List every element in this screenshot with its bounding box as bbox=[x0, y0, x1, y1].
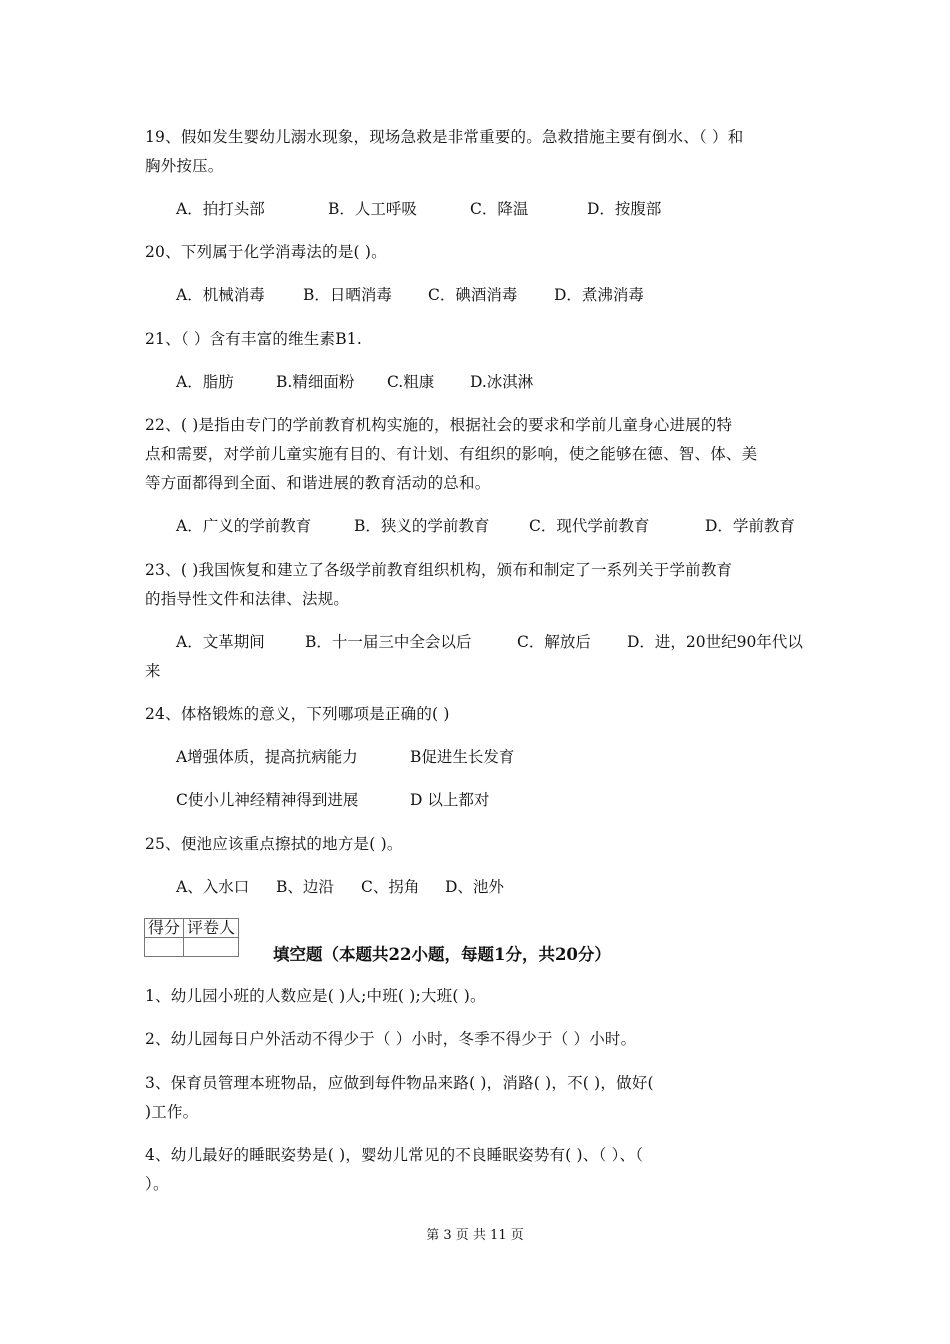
fill-question-1: 1、幼儿园小班的人数应是( )人;中班( );大班( )。 bbox=[145, 987, 486, 1005]
question-25-option-a: A、入水口 bbox=[176, 878, 250, 896]
question-21-option-c: C.粗康 bbox=[387, 373, 435, 391]
question-20-option-b: B．日晒消毒 bbox=[303, 286, 392, 304]
grader-cell bbox=[184, 938, 239, 957]
question-23-continuation: 来 bbox=[145, 662, 161, 680]
fill-question-4-line-2: ）。 bbox=[145, 1175, 169, 1193]
question-19-line-1: 19、假如发生婴幼儿溺水现象，现场急救是非常重要的。急救措施主要有倒水、（ ）和 bbox=[145, 128, 744, 146]
question-22-line-2: 点和需要，对学前儿童实施有目的、有计划、有组织的影响，使之能够在德、智、体、美 bbox=[145, 445, 758, 463]
question-23-option-b: B．十一届三中全会以后 bbox=[305, 633, 472, 651]
score-label: 得分 bbox=[145, 919, 184, 938]
question-22-option-a: A．广义的学前教育 bbox=[176, 517, 312, 535]
question-23-option-a: A．文革期间 bbox=[176, 633, 265, 651]
question-23-option-c: C．解放后 bbox=[517, 633, 591, 651]
question-23-line-1: 23、( )我国恢复和建立了各级学前教育组织机构，颁布和制定了一系列关于学前教育 bbox=[145, 561, 733, 579]
score-table bbox=[144, 918, 239, 957]
question-20-line-1: 20、下列属于化学消毒法的是( )。 bbox=[145, 243, 387, 261]
question-24-option-d: D 以上都对 bbox=[410, 791, 490, 809]
question-20-option-c: C．碘酒消毒 bbox=[428, 286, 518, 304]
question-20-option-d: D．煮沸消毒 bbox=[554, 286, 644, 304]
section-title: 填空题（本题共22小题，每题1分，共20分） bbox=[273, 945, 611, 964]
question-21-option-d: D.冰淇淋 bbox=[470, 373, 534, 391]
grader-label: 评卷人 bbox=[184, 919, 239, 938]
question-22-line-3: 等方面都得到全面、和谐进展的教育活动的总和。 bbox=[145, 474, 491, 492]
fill-question-2: 2、幼儿园每日户外活动不得少于（ ）小时，冬季不得少于（ ）小时。 bbox=[145, 1030, 637, 1048]
question-25-option-d: D、池外 bbox=[445, 878, 504, 896]
question-22-line-1: 22、( )是指由专门的学前教育机构实施的，根据社会的要求和学前儿童身心进展的特 bbox=[145, 416, 733, 434]
question-23-option-d: D．进，20世纪90年代以 bbox=[627, 633, 803, 651]
fill-question-3-line-2: )工作。 bbox=[145, 1103, 199, 1121]
question-24-line-1: 24、体格锻炼的意义，下列哪项是正确的( ) bbox=[145, 705, 450, 723]
question-25-option-b: B、边沿 bbox=[276, 878, 334, 896]
question-21-line-1: 21、（ ）含有丰富的维生素B1. bbox=[145, 330, 362, 348]
question-20-option-a: A．机械消毒 bbox=[176, 286, 265, 304]
question-19-option-b: B．人工呼吸 bbox=[328, 200, 417, 218]
question-25-line-1: 25、便池应该重点擦拭的地方是( )。 bbox=[145, 835, 403, 853]
question-21-option-a: A．脂肪 bbox=[176, 373, 234, 391]
question-24-option-b: B促进生长发育 bbox=[410, 748, 515, 766]
question-19-option-a: A．拍打头部 bbox=[176, 200, 265, 218]
question-22-option-d: D．学前教育 bbox=[705, 517, 795, 535]
question-19-option-c: C．降温 bbox=[470, 200, 529, 218]
question-24-option-a: A增强体质，提高抗病能力 bbox=[176, 748, 358, 766]
question-19-line-2: 胸外按压。 bbox=[145, 157, 224, 175]
fill-question-3-line-1: 3、保育员管理本班物品，应做到每件物品来路( )，消路( )，不( )，做好( bbox=[145, 1074, 654, 1092]
fill-question-4-line-1: 4、幼儿最好的睡眠姿势是( )，婴幼儿常见的不良睡眠姿势有( )、（ ）、（ bbox=[145, 1146, 644, 1164]
score-cell bbox=[145, 938, 184, 957]
question-21-option-b: B.精细面粉 bbox=[276, 373, 355, 391]
question-22-option-c: C．现代学前教育 bbox=[529, 517, 650, 535]
question-23-line-2: 的指导性文件和法律、法规。 bbox=[145, 590, 350, 608]
question-19-option-d: D．按腹部 bbox=[587, 200, 662, 218]
page-footer: 第 3 页 共 11 页 bbox=[426, 1228, 524, 1243]
question-24-option-c: C使小儿神经精神得到进展 bbox=[176, 791, 359, 809]
question-22-option-b: B．狭义的学前教育 bbox=[354, 517, 490, 535]
question-25-option-c: C、拐角 bbox=[361, 878, 420, 896]
